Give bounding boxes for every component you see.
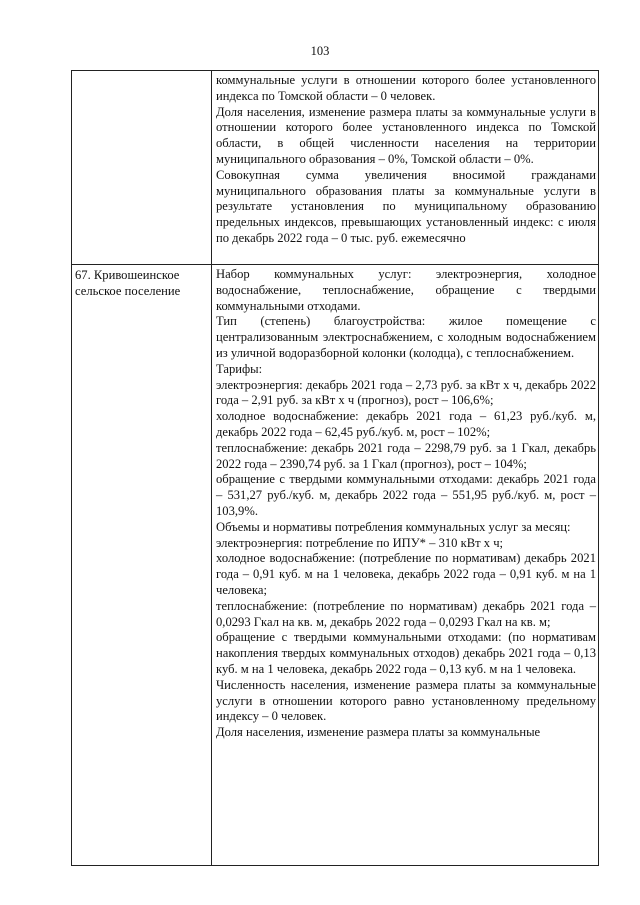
paragraph: Доля населения, изменение размера платы за коммунальные услуги в отношении которого более установленного индекса по Томской области, в общей численности населения на территории муниципального образования – 0%, Томской области – 0%.: [216, 104, 596, 166]
paragraph: Численность населения, изменение размера платы за коммунальные услуги в отношении которого равно установленному предельному индексу – 0 человек.: [216, 677, 596, 724]
paragraph: обращение с твердыми коммунальными отходами: (по нормативам накопления твердых коммунальных отходов) декабрь 2021 года – 0,13 куб. м на 1 человека, декабрь 2022 года – 0,13 куб. м на 1 человека.: [216, 630, 596, 676]
paragraph: Объемы и нормативы потребления коммунальных услуг за месяц:: [216, 519, 571, 534]
paragraph: Набор коммунальных услуг: электроэнергия, холодное водоснабжение, теплоснабжение, обращение с твердыми коммунальными отходами.: [216, 267, 596, 313]
tariff-table: [71, 70, 599, 866]
paragraph: Доля населения, изменение размера платы за коммунальные: [216, 725, 541, 740]
paragraph: обращение с твердыми коммунальными отходами: декабрь 2021 года – 531,27 руб./куб. м, декабрь 2022 года – 551,95 руб./куб. м, рост – 103,9%.: [216, 472, 596, 518]
paragraph: холодное водоснабжение: декабрь 2021 года – 61,23 руб./куб. м, декабрь 2022 года – 62,45 руб./куб. м, рост – 102%;: [216, 409, 596, 439]
row-divider: [72, 264, 598, 265]
column-divider: [211, 71, 212, 865]
row-2-municipality-cell: 67. Кривошеинское сельское поселение: [75, 268, 181, 298]
page-number: 103: [310, 44, 330, 58]
paragraph: холодное водоснабжение: (потребление по нормативам) декабрь 2021 года – 0,91 куб. м на 1 человека, декабрь 2022 года – 0,91 куб. м на 1 человека;: [216, 551, 596, 597]
row-1-description-cell: [216, 73, 596, 247]
paragraph: Тип (степень) благоустройства: жилое помещение с централизованным электроснабжением, с холодным водоснабжением из уличной водоразборной колонки (колодца), с теплоснабжением.: [216, 314, 596, 360]
row-2-description-cell: [216, 267, 596, 741]
paragraph: теплоснабжение: декабрь 2021 года – 2298,79 руб. за 1 Гкал, декабрь 2022 года – 2390,74 руб. за 1 Гкал (прогноз), рост – 104%;: [216, 440, 596, 471]
paragraph: теплоснабжение: (потребление по нормативам) декабрь 2021 года – 0,0293 Гкал на кв. м, декабрь 2022 года – 0,0293 Гкал на кв. м;: [216, 598, 596, 629]
paragraph: Тарифы:: [216, 361, 263, 376]
paragraph: электроэнергия: потребление по ИПУ* – 310 кВт х ч;: [216, 535, 504, 550]
paragraph: коммунальные услуги в отношении которого более установленного индекса по Томской области – 0 человек.: [216, 73, 596, 103]
paragraph: электроэнергия: декабрь 2021 года – 2,73 руб. за кВт х ч, декабрь 2022 года – 2,91 руб. за кВт х ч (прогноз), рост – 106,6%;: [216, 377, 596, 408]
paragraph: Совокупная сумма увеличения вносимой гражданами муниципального образования платы за коммунальные услуги в результате установления по муниципальному образованию предельных индексов, превышающих установленный индекс: с июля по декабрь 2022 года – 0 тыс. руб. ежемесячно: [216, 167, 596, 245]
